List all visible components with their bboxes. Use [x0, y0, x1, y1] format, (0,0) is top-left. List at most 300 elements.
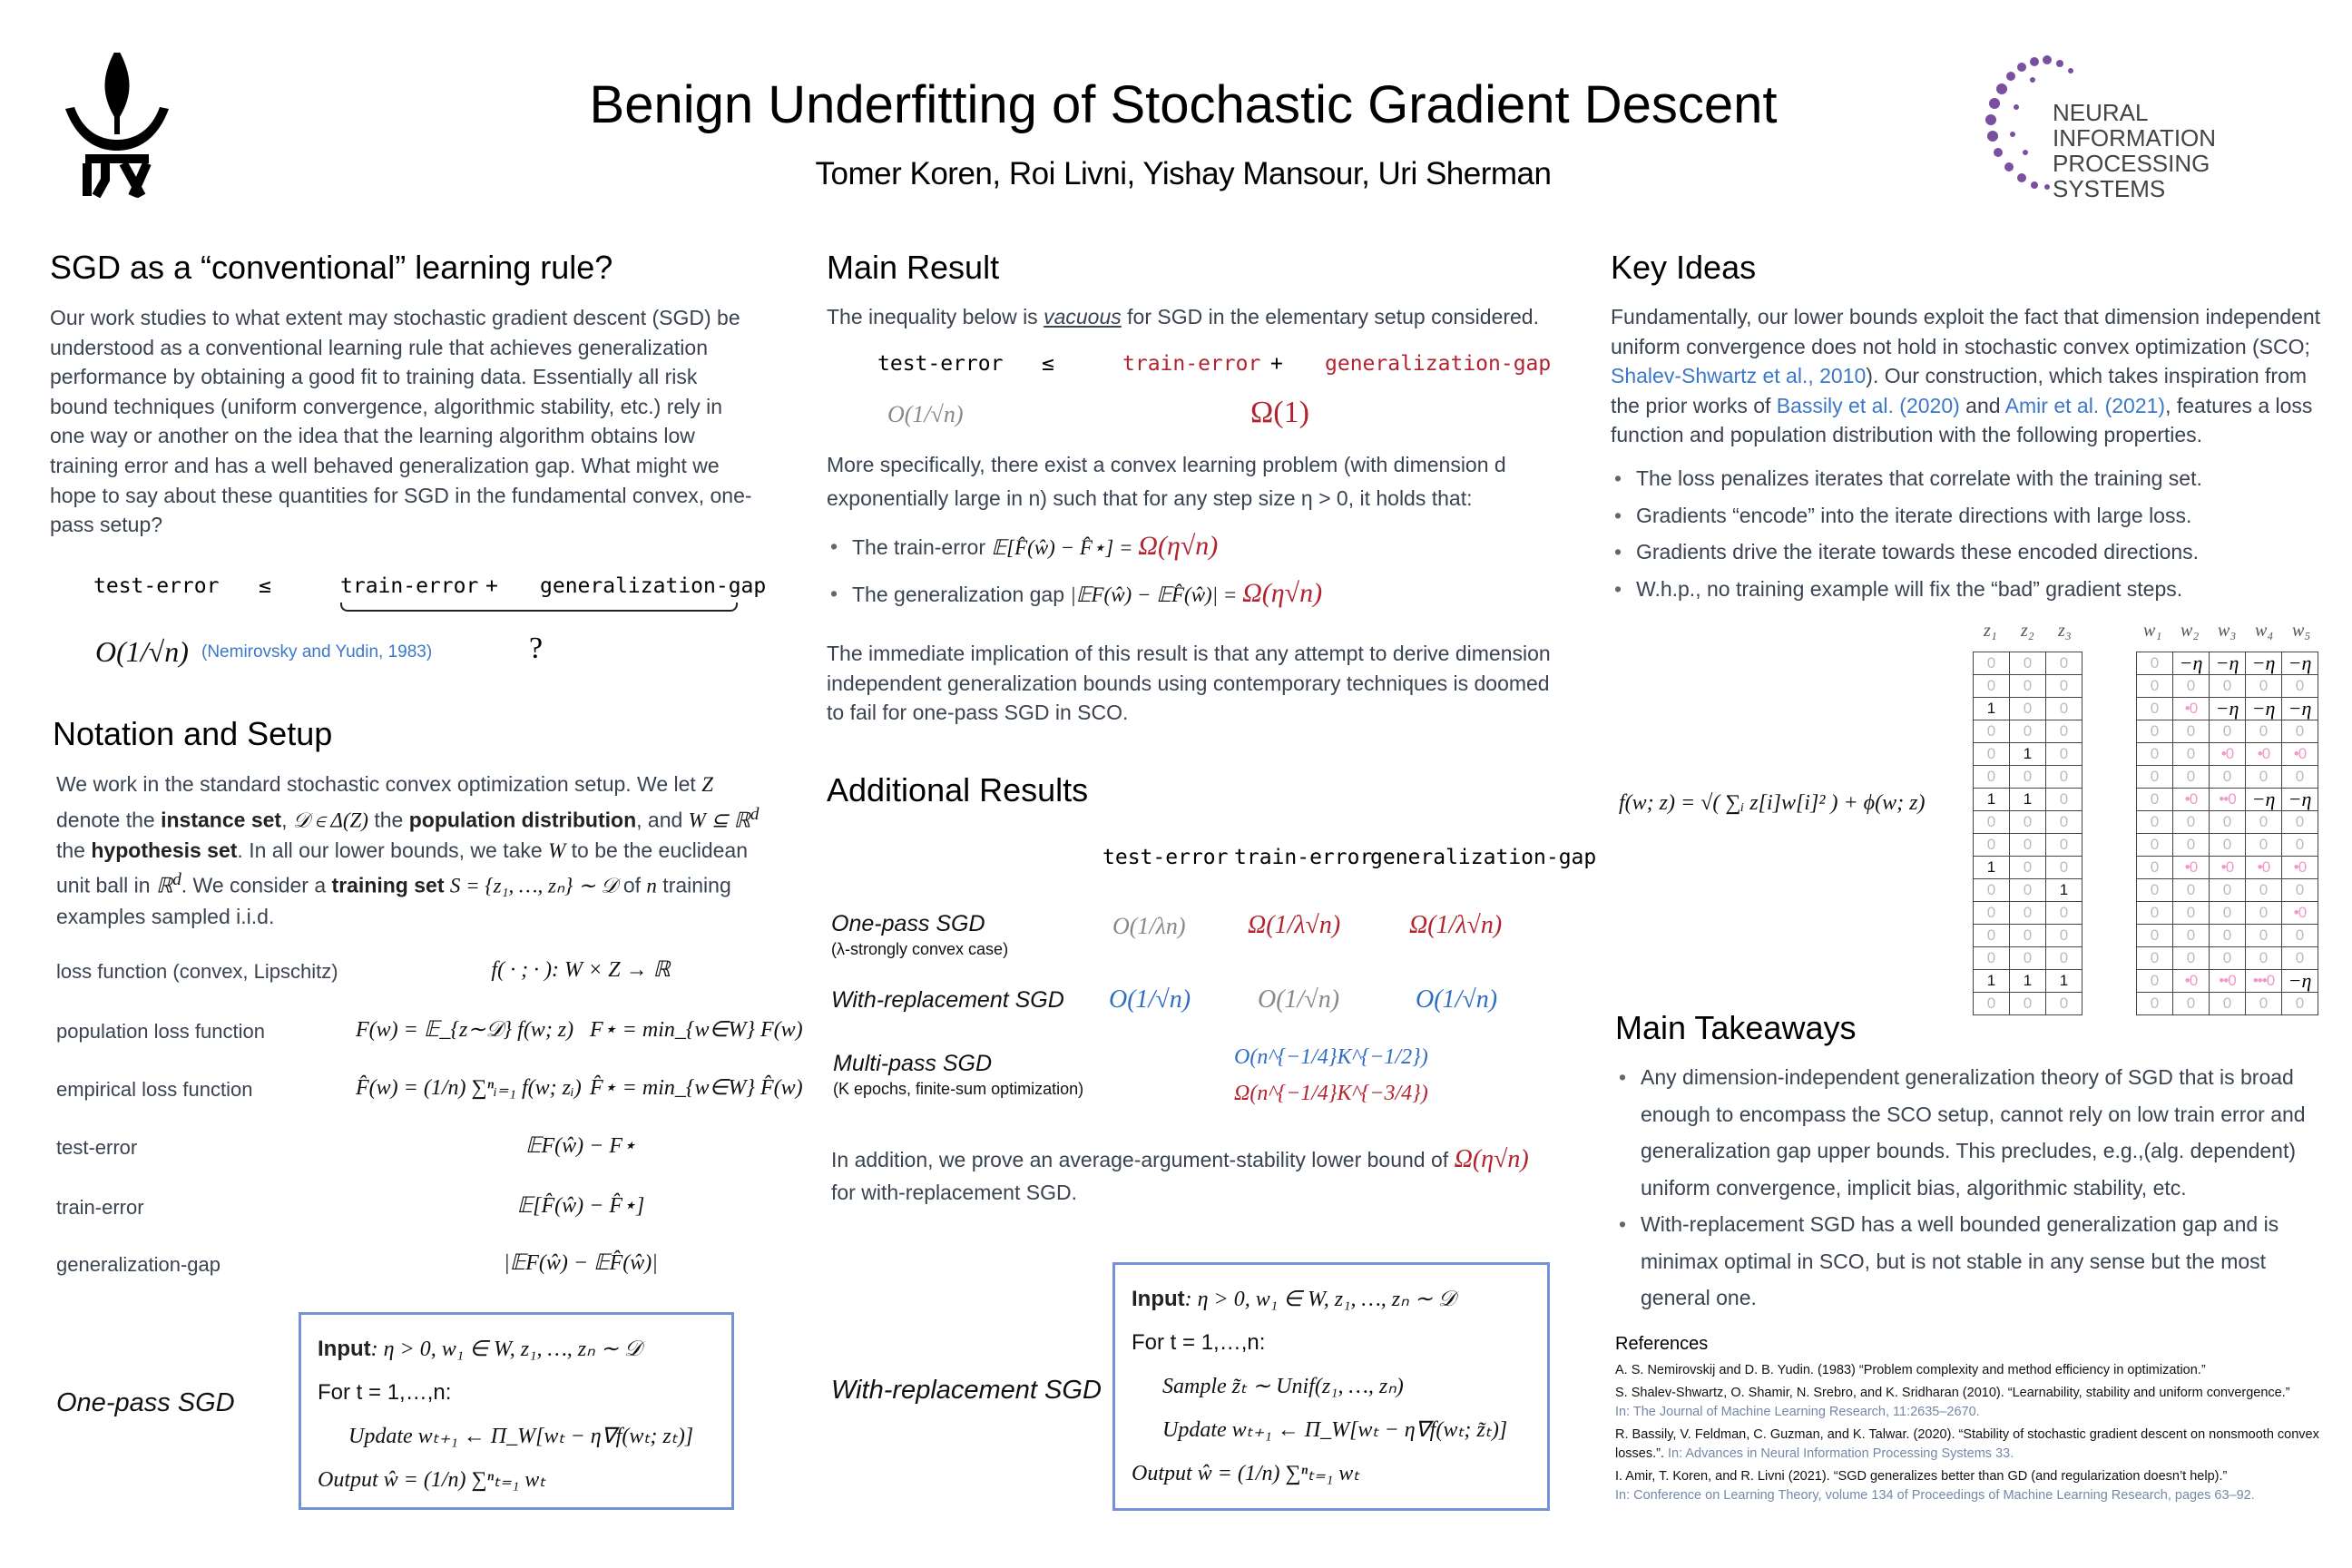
- w-cell: 0: [2137, 947, 2173, 970]
- eq2-le: ≤: [1042, 352, 1054, 376]
- algo1-label: One-pass SGD: [56, 1388, 235, 1417]
- w-cell: −η: [2282, 698, 2318, 720]
- w-cell: −η: [2282, 970, 2318, 993]
- w-cell: 0: [2137, 834, 2173, 857]
- z-cell: 0: [2010, 993, 2046, 1015]
- eq1-bound: O(1/√n): [95, 635, 189, 668]
- tbl-h-test: test-error: [1102, 846, 1229, 869]
- w-cell: 0: [2210, 834, 2246, 857]
- link-shalev[interactable]: Shalev-Shwartz et al., 2010: [1611, 364, 1867, 388]
- w-cell-gradient-dots: ••0: [2210, 789, 2246, 811]
- def-label: train-error: [56, 1196, 144, 1219]
- w-cell: 0: [2137, 925, 2173, 947]
- w-row: [2137, 947, 2318, 970]
- w-row: [2137, 902, 2318, 925]
- res: Ω(η√n): [1242, 578, 1323, 608]
- w-cell: 0: [2210, 720, 2246, 743]
- w-cell-gradient-dots: •0: [2173, 698, 2210, 720]
- w-cell: 0: [2210, 811, 2246, 834]
- link-bassily[interactable]: Bassily et al.: [1776, 393, 1894, 417]
- algo2-for: For t = 1,…,n:: [1132, 1330, 1266, 1355]
- w-cell: 0: [2173, 766, 2210, 789]
- m: d: [750, 804, 760, 824]
- w-row: [2137, 879, 2318, 902]
- heading-additional: Additional Results: [827, 771, 1089, 808]
- m: ℝ: [155, 875, 173, 898]
- tbl-r1-c2: Ω(1/λ√n): [1248, 911, 1341, 939]
- w-cell: −η: [2246, 652, 2282, 675]
- w-cell: 0: [2173, 902, 2210, 925]
- m: d: [172, 870, 181, 890]
- w-cell: 0: [2282, 947, 2318, 970]
- w-cell-gradient-dots: •0: [2210, 857, 2246, 879]
- m: |𝔼F(ŵ) − 𝔼F̂(ŵ)| =: [1070, 583, 1243, 606]
- neurips-logo: [1980, 53, 2325, 202]
- w-cell: 0: [2137, 879, 2173, 902]
- w-cell: 0: [2246, 766, 2282, 789]
- z-cell: 0: [1974, 947, 2010, 970]
- key-intro: [1611, 302, 2337, 450]
- references-list: [1615, 1361, 2341, 1509]
- w-cell: 0: [2246, 925, 2282, 947]
- t: for with-replacement SGD.: [831, 1181, 1077, 1204]
- algo1-update: Update wₜ₊₁ ← Π_W[wₜ − η∇f(wₜ; zₜ)]: [348, 1425, 694, 1448]
- t: to be the euclidean unit ball in: [56, 838, 749, 898]
- tbl-r2-c1: O(1/√n): [1109, 985, 1191, 1014]
- w-cell: 0: [2282, 925, 2318, 947]
- b: hypothesis set: [91, 838, 238, 862]
- w-cell-gradient-dots: •0: [2246, 857, 2282, 879]
- z-cell: 0: [1974, 675, 2010, 698]
- w-matrix: [2136, 652, 2318, 1015]
- w-cell-gradient-dots: •0: [2282, 902, 2318, 925]
- em: vacuous: [1044, 305, 1122, 328]
- w-cell-gradient-dots: •0: [2173, 970, 2210, 993]
- z-cell: 1: [2046, 879, 2082, 902]
- def-label: empirical loss function: [56, 1078, 253, 1101]
- z-row: [1974, 766, 2082, 789]
- addition-text: [831, 1143, 1575, 1209]
- key-bullet: • Gradients “encode” into the iterate directions with large loss.: [1611, 497, 2337, 534]
- z-cell: 0: [2046, 675, 2082, 698]
- m: Z: [701, 773, 714, 796]
- w-row: [2137, 698, 2318, 720]
- eq2-train: train-error: [1122, 352, 1261, 376]
- w-row: [2137, 993, 2318, 1015]
- z-cell: 0: [2046, 652, 2082, 675]
- z-cell: 0: [2010, 675, 2046, 698]
- t: the: [368, 808, 409, 832]
- w-cell-gradient-dots: •••0: [2246, 970, 2282, 993]
- w-cell: 0: [2282, 766, 2318, 789]
- z-cell: 1: [2046, 970, 2082, 993]
- z-cell: 1: [2010, 743, 2046, 766]
- tbl-r3-upper: O(n^{−1/4}K^{−1/2}): [1234, 1045, 1428, 1069]
- z-cell: 0: [2046, 925, 2082, 947]
- t: denote the: [56, 808, 162, 832]
- takeaway: • Any dimension-independent generalization theory of SGD that is broad enough to encompass the SCO setup, cannot rely on low train error and generalization gap upper bounds. This precludes, e.g.,(alg. dependent) uniform convergence, implicit bias, algorithmic stability, etc.: [1615, 1059, 2332, 1206]
- w-header: w₄: [2255, 621, 2274, 641]
- m: n: [646, 875, 657, 898]
- link-amir-year[interactable]: (2021): [2104, 393, 2166, 417]
- w-cell: −η: [2210, 698, 2246, 720]
- z-row: [1974, 675, 2082, 698]
- z-cell: 1: [2010, 970, 2046, 993]
- w-cell: −η: [2246, 698, 2282, 720]
- z-header: z₃: [2058, 621, 2072, 641]
- z-cell: 0: [1974, 993, 2010, 1015]
- w-cell: 0: [2137, 743, 2173, 766]
- w-cell-gradient-dots: •0: [2282, 857, 2318, 879]
- src: In: The Journal of Machine Learning Research, 11:2635–2670.: [1615, 1405, 1980, 1419]
- w-cell: 0: [2246, 834, 2282, 857]
- col1-intro: Our work studies to what extent may stochastic gradient descent (SGD) be understood as a conventional learning rule that achieves generalization performance by obtaining a good fit to training data. Essentially all risk bound techniques (uniform convergence, algorithmic stability, etc.) rely in one way or another on the idea that the learning algorithm obtains low training error and has a well behaved generalization gap. What might we hope to say about these quantities for SGD in the fundamental convex, one-pass setup?: [50, 306, 752, 537]
- z-row: [1974, 970, 2082, 993]
- main-more: More specifically, there exist a convex learning problem (with dimension d exponentially large in n) such that for any step size η > 0, it holds that:: [827, 453, 1506, 510]
- res: Ω(η√n): [1454, 1145, 1529, 1173]
- z-row: [1974, 879, 2082, 902]
- z-row: [1974, 947, 2082, 970]
- ref-2: [1615, 1384, 2341, 1422]
- w-cell: −η: [2246, 789, 2282, 811]
- w-cell: 0: [2282, 834, 2318, 857]
- z-cell: 0: [1974, 720, 2010, 743]
- z-row: [1974, 902, 2082, 925]
- t: , features a loss function and population distribution with the following properties.: [1611, 393, 2313, 447]
- algo2-box: [1112, 1262, 1550, 1511]
- w-row: [2137, 743, 2318, 766]
- m: W ⊆ ℝ: [688, 808, 750, 832]
- tbl-r1-sub: (λ-strongly convex case): [831, 940, 1009, 958]
- w-cell: 0: [2173, 811, 2210, 834]
- z-cell: 0: [2046, 698, 2082, 720]
- key-bullet: • Gradients drive the iterate towards these encoded directions.: [1611, 534, 2337, 571]
- kw: Input: [318, 1337, 371, 1361]
- eq1-test-error: test-error: [93, 574, 220, 598]
- w-cell: 0: [2246, 993, 2282, 1015]
- t: training examples sampled i.i.d.: [56, 874, 731, 928]
- b: instance set: [161, 808, 282, 832]
- def-label: test-error: [56, 1136, 138, 1159]
- tbl-r3-name: Multi-pass SGD: [833, 1051, 993, 1076]
- t: . We consider a: [181, 874, 332, 898]
- w-cell: 0: [2137, 902, 2173, 925]
- z-cell: 0: [1974, 879, 2010, 902]
- z-cell: 0: [2046, 857, 2082, 879]
- main-bullets: [827, 526, 1553, 621]
- w-cell: 0: [2210, 947, 2246, 970]
- heading-notation: Notation and Setup: [53, 715, 333, 752]
- z-cell: 1: [2010, 789, 2046, 811]
- w-header: w₂: [2180, 621, 2200, 641]
- z-cell: 0: [2046, 947, 2082, 970]
- w-header: w₃: [2218, 621, 2237, 641]
- def-math: 𝔼[F̂(ŵ) − F̂⋆]: [516, 1194, 645, 1218]
- link-bassily-year[interactable]: (2020): [1899, 393, 1960, 417]
- def-label: loss function (convex, Lipschitz): [56, 960, 338, 983]
- tbl-r2-c3: O(1/√n): [1416, 985, 1498, 1014]
- w-row: [2137, 766, 2318, 789]
- w-cell: 0: [2173, 675, 2210, 698]
- bullet-gap: [827, 573, 1553, 621]
- z-cell: 0: [2046, 811, 2082, 834]
- heading-takeaways: Main Takeaways: [1615, 1009, 1857, 1046]
- w-cell: 0: [2173, 743, 2210, 766]
- heading-main-result: Main Result: [827, 249, 1000, 286]
- w-cell: 0: [2246, 811, 2282, 834]
- w-cell: 0: [2210, 902, 2246, 925]
- w-cell: 0: [2137, 857, 2173, 879]
- tbl-r1-name: One-pass SGD: [831, 911, 985, 936]
- w-cell-gradient-dots: •0: [2246, 743, 2282, 766]
- w-cell: 0: [2210, 879, 2246, 902]
- w-cell: −η: [2282, 652, 2318, 675]
- z-row: [1974, 834, 2082, 857]
- z-cell: 0: [2010, 652, 2046, 675]
- key-bullets: [1611, 460, 2337, 607]
- w-cell: 0: [2282, 993, 2318, 1015]
- res: Ω(η√n): [1138, 531, 1219, 561]
- m: 𝔼[F̂(ŵ) − F̂⋆] =: [991, 536, 1139, 559]
- ref-4: [1615, 1467, 2341, 1505]
- w-cell-gradient-dots: •0: [2173, 789, 2210, 811]
- ref-1: [1615, 1361, 2341, 1380]
- eq1-gap: generalization-gap: [540, 574, 767, 598]
- w-cell: 0: [2282, 879, 2318, 902]
- t: The inequality below is: [827, 305, 1044, 328]
- w-cell-gradient-dots: •0: [2173, 857, 2210, 879]
- t: I. Amir, T. Koren, and R. Livni (2021). “SGD generalizes better than GD (and regularization doesn’t help).”: [1615, 1469, 2228, 1484]
- z-cell: 0: [2010, 857, 2046, 879]
- z-cell: 1: [1974, 970, 2010, 993]
- key-bullet: • The loss penalizes iterates that correlate with the training set.: [1611, 460, 2337, 497]
- t: R. Bassily, V. Feldman, C. Guzman, and K. Talwar. (2020). “Stability of stochastic gradient descent on nonsmooth convex losses.”.: [1615, 1427, 2319, 1461]
- algo2-sample: Sample z̃ₜ ∼ Unif(z₁, …, zₙ): [1162, 1375, 1404, 1398]
- t: In addition, we prove an average-argument-stability lower bound of: [831, 1148, 1455, 1171]
- z-row: [1974, 698, 2082, 720]
- def-label: generalization-gap: [56, 1253, 221, 1276]
- eq2-bound-rhs: Ω(1): [1250, 396, 1309, 429]
- t: of: [617, 874, 647, 898]
- algo2-update: Update wₜ₊₁ ← Π_W[wₜ − η∇f(wₜ; z̃ₜ)]: [1162, 1418, 1508, 1442]
- t: Fundamentally, our lower bounds exploit the fact that dimension independent uniform convergence does not hold in stochastic convex optimization (SCO;: [1611, 305, 2321, 358]
- w-cell: 0: [2246, 720, 2282, 743]
- link-amir[interactable]: Amir et al.: [2004, 393, 2100, 417]
- w-cell-gradient-dots: •0: [2282, 743, 2318, 766]
- w-cell: −η: [2173, 652, 2210, 675]
- w-cell: 0: [2282, 811, 2318, 834]
- main-implication: The immediate implication of this result is that any attempt to derive dimension independent generalization bounds using contemporary techniques is doomed to fail for one-pass SGD in SCO.: [827, 642, 1551, 725]
- z-row: [1974, 993, 2082, 1015]
- w-cell: 0: [2282, 720, 2318, 743]
- tbl-h-gap: generalization-gap: [1370, 846, 1597, 869]
- w-cell: 0: [2246, 947, 2282, 970]
- w-header: w₁: [2143, 621, 2162, 641]
- algo1-for: For t = 1,…,n:: [318, 1380, 452, 1405]
- z-cell: 0: [2010, 720, 2046, 743]
- def-math: F̂(w) = (1/n) ∑ⁿᵢ₌₁ f(w; zᵢ): [356, 1076, 582, 1100]
- w-row: [2137, 925, 2318, 947]
- tbl-r2-name: With-replacement SGD: [831, 987, 1064, 1013]
- eq2-test: test-error: [877, 352, 1004, 376]
- z-cell: 0: [1974, 811, 2010, 834]
- z-cell: 0: [1974, 834, 2010, 857]
- w-cell: 0: [2137, 970, 2173, 993]
- t: . In all our lower bounds, we take: [237, 838, 549, 862]
- z-row: [1974, 743, 2082, 766]
- poster-title: Benign Underfitting of Stochastic Gradient Descent: [589, 75, 1778, 134]
- z-row: [1974, 925, 2082, 947]
- w-cell: 0: [2246, 879, 2282, 902]
- w-cell: 0: [2173, 925, 2210, 947]
- w-cell: 0: [2137, 789, 2173, 811]
- w-row: [2137, 720, 2318, 743]
- def-math: |𝔼F(ŵ) − 𝔼F̂(ŵ)|: [504, 1251, 658, 1275]
- w-cell: 0: [2173, 879, 2210, 902]
- w-row: [2137, 811, 2318, 834]
- z-cell: 0: [2010, 879, 2046, 902]
- def-math-min: F̂⋆ = min_{w∈W} F̂(w): [590, 1076, 803, 1100]
- w-cell-gradient-dots: ••0: [2210, 970, 2246, 993]
- z-header: z₁: [1984, 621, 1997, 641]
- main-intro: [827, 302, 1539, 332]
- w-cell: 0: [2173, 947, 2210, 970]
- w-row: [2137, 834, 2318, 857]
- t: and: [1959, 393, 2005, 417]
- z-row: [1974, 652, 2082, 675]
- eq1-question: ?: [529, 632, 544, 665]
- w-header: w₅: [2292, 621, 2311, 641]
- w-cell: 0: [2246, 675, 2282, 698]
- def-math: 𝔼F(ŵ) − F⋆: [524, 1134, 637, 1158]
- t: We work in the standard stochastic convex optimization setup. We let: [56, 772, 702, 796]
- references-heading: References: [1615, 1334, 1709, 1354]
- z-row: [1974, 720, 2082, 743]
- poster-authors: Tomer Koren, Roi Livni, Yishay Mansour, Uri Sherman: [815, 156, 1552, 191]
- w-cell: 0: [2137, 698, 2173, 720]
- z-cell: 0: [2010, 766, 2046, 789]
- takeaway: • With-replacement SGD has a well bounded generalization gap and is minimax optimal in SCO, but is not stable in any sense but the most general one.: [1615, 1206, 2332, 1317]
- z-cell: 0: [2010, 698, 2046, 720]
- w-cell: 0: [2173, 993, 2210, 1015]
- ref-3: [1615, 1426, 2341, 1464]
- tbl-h-train: train-error: [1234, 846, 1373, 869]
- w-cell: 0: [2137, 993, 2173, 1015]
- z-matrix: [1973, 652, 2082, 1015]
- t: the: [56, 838, 92, 862]
- b: population distribution: [408, 808, 637, 832]
- z-cell: 0: [1974, 743, 2010, 766]
- eq1-brace: [340, 603, 738, 612]
- z-row: [1974, 789, 2082, 811]
- cite-nemirovsky[interactable]: (Nemirovsky and Yudin, 1983): [201, 642, 433, 662]
- neurips-logo-text: NEURAL INFORMATION PROCESSING SYSTEMS: [2053, 99, 2217, 202]
- eq2-plus: +: [1270, 352, 1283, 376]
- w-cell: 0: [2137, 675, 2173, 698]
- w-cell: 0: [2173, 834, 2210, 857]
- z-cell: 0: [1974, 902, 2010, 925]
- tbl-r1-c1: O(1/λn): [1112, 913, 1186, 939]
- z-cell: 0: [1974, 766, 2010, 789]
- z-cell: 1: [1974, 857, 2010, 879]
- t: ,: [281, 808, 293, 832]
- t: for SGD in the elementary setup considered.: [1121, 305, 1539, 328]
- col1-setup: [56, 769, 764, 931]
- w-cell-gradient-dots: •0: [2210, 743, 2246, 766]
- takeaways-list: [1615, 1059, 2332, 1317]
- t: The train-error: [852, 535, 992, 559]
- z-cell: 0: [2010, 834, 2046, 857]
- z-cell: 0: [2046, 789, 2082, 811]
- w-row: [2137, 970, 2318, 993]
- z-cell: 0: [2046, 902, 2082, 925]
- w-cell: −η: [2210, 652, 2246, 675]
- bullet-train: [827, 526, 1553, 573]
- w-cell: 0: [2173, 720, 2210, 743]
- algo2-output: Output ŵ = (1/n) ∑ⁿₜ₌₁ wₜ: [1132, 1462, 1360, 1485]
- eq1-le: ≤: [259, 574, 271, 598]
- def-label: population loss function: [56, 1020, 265, 1043]
- eq1-train-error: train-error: [340, 574, 479, 598]
- z-cell: 0: [2046, 743, 2082, 766]
- w-cell: −η: [2282, 789, 2318, 811]
- def-math-min: F⋆ = min_{w∈W} F(w): [590, 1018, 803, 1042]
- z-cell: 0: [2046, 993, 2082, 1015]
- z-cell: 0: [2046, 834, 2082, 857]
- t: , and: [636, 808, 689, 832]
- z-cell: 0: [1974, 925, 2010, 947]
- w-cell: 0: [2137, 720, 2173, 743]
- src: In: Conference on Learning Theory, volume 134 of Proceedings of Machine Learning Research, pages 63–92.: [1615, 1488, 2255, 1503]
- m: W: [548, 838, 566, 862]
- z-header: z₂: [2021, 621, 2034, 641]
- tbl-r3-lower: Ω(n^{−1/4}K^{−3/4}): [1234, 1082, 1428, 1105]
- z-cell: 0: [2046, 766, 2082, 789]
- tbl-r3-sub: (K epochs, finite-sum optimization): [833, 1080, 1084, 1098]
- loss-formula: f(w; z) = √( ∑ᵢ z[i]w[i]² ) + ϕ(w; z): [1619, 791, 1926, 815]
- w-cell: 0: [2210, 993, 2246, 1015]
- b: training set: [331, 874, 445, 898]
- t: ). Our construction, which takes inspiration from the prior works of: [1611, 364, 2308, 417]
- t: S. Shalev-Shwartz, O. Shamir, N. Srebro, and K. Sridharan (2010). “Learnability, stability and uniform convergence.”: [1615, 1386, 2290, 1400]
- z-cell: 0: [2010, 925, 2046, 947]
- eq1-plus: +: [485, 574, 498, 598]
- t: The generalization gap: [852, 583, 1071, 606]
- src: In: Advances in Neural Information Processing Systems 33.: [1668, 1446, 2014, 1461]
- tbl-r2-c2: O(1/√n): [1258, 985, 1340, 1014]
- algo1-box: [299, 1312, 734, 1510]
- key-bullet: • W.h.p., no training example will fix the “bad” gradient steps.: [1611, 571, 2337, 608]
- heading-sgd-conventional: SGD as a “conventional” learning rule?: [50, 249, 613, 286]
- t: A. S. Nemirovskij and D. B. Yudin. (1983) “Problem complexity and method efficiency in optimization.”: [1615, 1363, 2206, 1377]
- w-row: [2137, 789, 2318, 811]
- w-cell: 0: [2210, 925, 2246, 947]
- w-row: [2137, 652, 2318, 675]
- w-cell: 0: [2137, 652, 2173, 675]
- kw: Input: [1132, 1287, 1185, 1311]
- def-math: f( · ; · ): W × Z → ℝ: [491, 958, 671, 982]
- z-cell: 0: [2010, 947, 2046, 970]
- w-cell: 0: [2210, 675, 2246, 698]
- m: S = {z₁, …, zₙ} ∼ 𝒟: [449, 875, 618, 898]
- z-cell: 0: [1974, 652, 2010, 675]
- w-cell: 0: [2137, 811, 2173, 834]
- z-cell: 1: [1974, 789, 2010, 811]
- z-cell: 0: [2010, 902, 2046, 925]
- z-cell: 0: [2046, 720, 2082, 743]
- w-row: [2137, 857, 2318, 879]
- z-row: [1974, 811, 2082, 834]
